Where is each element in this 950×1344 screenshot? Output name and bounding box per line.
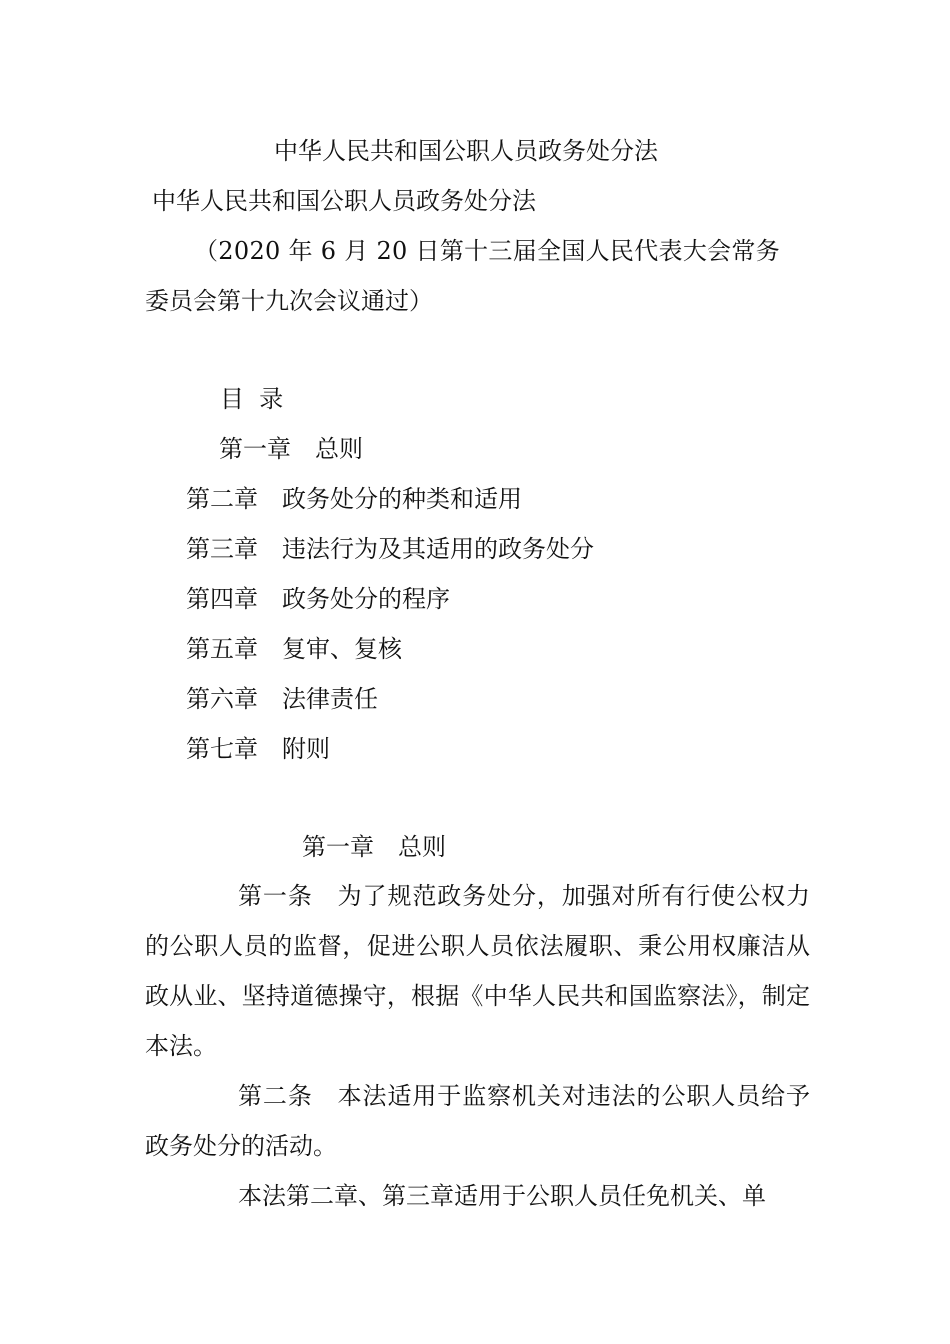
toc-item	[219, 434, 363, 464]
toc-item	[186, 684, 378, 714]
toc-chapter-number: 第四章	[186, 585, 258, 613]
toc-chapter-name: 总则	[315, 435, 363, 463]
article-paragraph	[145, 1071, 810, 1171]
toc-chapter-number: 第五章	[186, 635, 258, 663]
toc-chapter-number: 第二章	[186, 485, 258, 513]
body-paragraph: 本法第二章、第三章适用于公职人员任免机关、单	[238, 1182, 766, 1210]
toc-item	[186, 484, 522, 514]
chapter-name: 总则	[398, 833, 446, 861]
toc-heading: 目 录	[220, 385, 284, 413]
toc-chapter-name: 复审、复核	[282, 635, 402, 663]
toc-item	[186, 584, 450, 614]
toc-chapter-number: 第三章	[186, 535, 258, 563]
toc-chapter-number: 第七章	[186, 735, 258, 763]
toc-chapter-name: 政务处分的种类和适用	[282, 485, 522, 513]
adoption-note-line-1: （2020 年 6 月 20 日第十三届全国人民代表大会常务	[194, 237, 781, 265]
toc-chapter-number: 第六章	[186, 685, 258, 713]
article-paragraph	[145, 871, 810, 1071]
toc-chapter-number: 第一章	[219, 435, 291, 463]
chapter-number: 第一章	[302, 833, 374, 861]
adoption-note-line-2: 委员会第十九次会议通过）	[145, 287, 433, 315]
article-text: 为了规范政务处分，加强对所有行使公权力的公职人员的监督，促进公职人员依法履职、秉公用权廉洁从政从业、坚持道德操守，根据《中华人民共和国监察法》，制定本法。	[145, 882, 811, 1060]
toc-chapter-name: 违法行为及其适用的政务处分	[282, 535, 594, 563]
article-text: 本法适用于监察机关对违法的公职人员给予政务处分的活动。	[145, 1082, 811, 1160]
toc-item	[186, 634, 402, 664]
toc-chapter-name: 附则	[282, 735, 330, 763]
toc-chapter-name: 法律责任	[282, 685, 378, 713]
chapter-heading	[302, 832, 446, 862]
article-label: 第二条	[238, 1082, 313, 1110]
toc-chapter-name: 政务处分的程序	[282, 585, 450, 613]
document-subtitle: 中华人民共和国公职人员政务处分法	[152, 187, 536, 215]
article-label: 第一条	[238, 882, 313, 910]
toc-item	[186, 534, 594, 564]
toc-item	[186, 734, 330, 764]
document-title: 中华人民共和国公职人员政务处分法	[274, 137, 658, 165]
